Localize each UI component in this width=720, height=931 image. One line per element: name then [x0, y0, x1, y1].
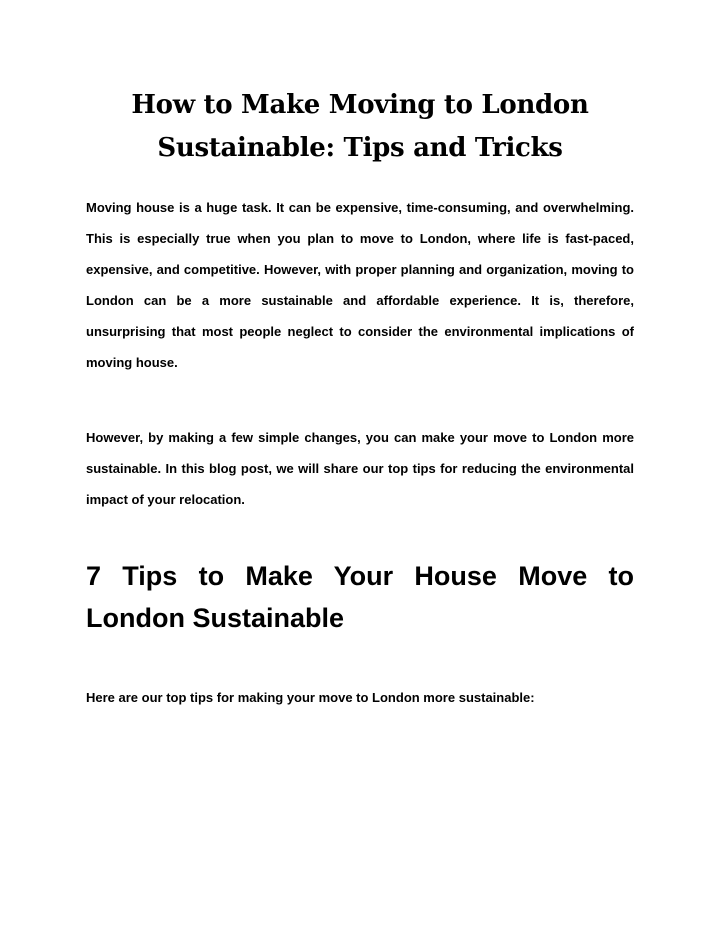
tips-intro-line: Here are our top tips for making your move to London more sustainable:	[86, 690, 535, 705]
section-heading: 7 Tips to Make Your House Move to London Sustainable	[86, 561, 634, 633]
document-title: How to Make Moving to London Sustainable: Tips and Tricks	[131, 90, 589, 163]
second-paragraph: However, by making a few simple changes, you can make your move to London more sustainable. In this blog post, we will share our top tips for reducing the environmental impact of your relocation.	[86, 430, 634, 507]
intro-paragraph: Moving house is a huge task. It can be expensive, time-consuming, and overwhelming. This is especially true when you plan to move to London, where life is fast-paced, expensive, and competitive. However, with proper planning and organization, moving to London can be a more sustainable and affordable experience. It is, therefore, unsurprising that most people neglect to consider the environmental implications of moving house.	[86, 200, 634, 370]
